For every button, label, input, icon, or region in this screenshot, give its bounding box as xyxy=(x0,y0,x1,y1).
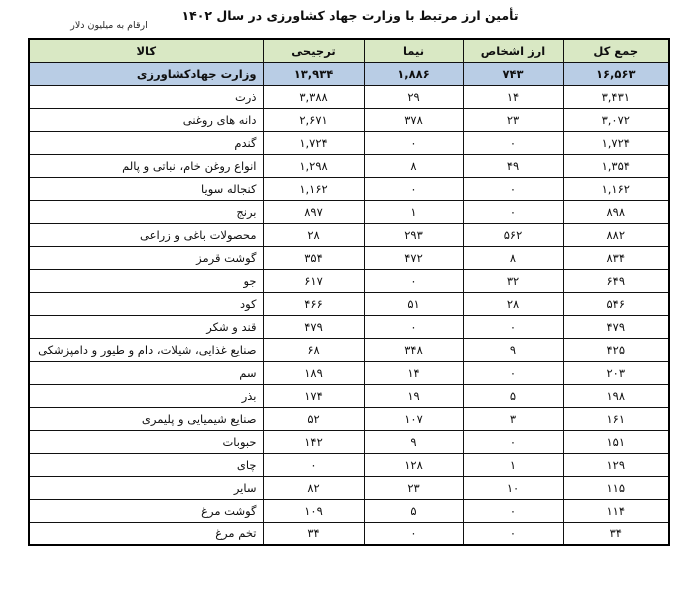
cell-preferential: ۸۹۷ xyxy=(263,200,364,223)
unit-note: ارقام به میلیون دلار xyxy=(70,20,148,31)
cell-preferential: ۳,۳۸۸ xyxy=(263,85,364,108)
cell-goods: گوشت مرغ xyxy=(29,499,263,522)
cell-nima: ۲۳ xyxy=(364,476,463,499)
cell-nima: ۱۴ xyxy=(364,361,463,384)
cell-nima: ۸ xyxy=(364,154,463,177)
cell-preferential: ۲,۶۷۱ xyxy=(263,108,364,131)
cell-personal-fx: ۱۰ xyxy=(463,476,563,499)
cell-sum: ۴۷۹ xyxy=(563,315,669,338)
cell-sum: ۱,۱۶۲ xyxy=(563,177,669,200)
cell-goods: جو xyxy=(29,269,263,292)
cell-nima: ۱ xyxy=(364,200,463,223)
cell-goods: دانه های روغنی xyxy=(29,108,263,131)
cell-personal-fx: ۴۹ xyxy=(463,154,563,177)
table-row xyxy=(29,522,669,545)
cell-personal-fx: ۰ xyxy=(463,315,563,338)
cell-preferential: ۴۶۶ xyxy=(263,292,364,315)
cell-sum: ۸۸۲ xyxy=(563,223,669,246)
cell-goods: انواع روغن خام، نباتی و پالم xyxy=(29,154,263,177)
table-header-row xyxy=(29,39,669,62)
cell-sum: ۱۶,۵۶۳ xyxy=(563,62,669,85)
cell-goods: ذرت xyxy=(29,85,263,108)
cell-preferential: ۱۸۹ xyxy=(263,361,364,384)
cell-personal-fx: ۲۸ xyxy=(463,292,563,315)
cell-sum: ۸۹۸ xyxy=(563,200,669,223)
cell-preferential: ۶۱۷ xyxy=(263,269,364,292)
cell-preferential: ۱۳,۹۳۴ xyxy=(263,62,364,85)
cell-preferential: ۳۵۴ xyxy=(263,246,364,269)
cell-goods: چای xyxy=(29,453,263,476)
cell-personal-fx: ۹ xyxy=(463,338,563,361)
table-row xyxy=(29,200,669,223)
cell-personal-fx: ۰ xyxy=(463,522,563,545)
table-body xyxy=(29,62,669,545)
cell-personal-fx: ۰ xyxy=(463,499,563,522)
cell-sum: ۳,۰۷۲ xyxy=(563,108,669,131)
cell-preferential: ۳۴ xyxy=(263,522,364,545)
currency-allocation-table-container xyxy=(30,38,670,546)
cell-preferential: ۰ xyxy=(263,453,364,476)
cell-personal-fx: ۱ xyxy=(463,453,563,476)
cell-preferential: ۱,۲۹۸ xyxy=(263,154,364,177)
cell-preferential: ۴۷۹ xyxy=(263,315,364,338)
cell-sum: ۱۶۱ xyxy=(563,407,669,430)
cell-sum: ۳,۴۳۱ xyxy=(563,85,669,108)
table-row xyxy=(29,131,669,154)
cell-sum: ۸۳۴ xyxy=(563,246,669,269)
column-header-personal-fx: ارز اشخاص xyxy=(463,39,563,62)
cell-sum: ۱۲۹ xyxy=(563,453,669,476)
cell-sum: ۱۱۵ xyxy=(563,476,669,499)
table-row xyxy=(29,476,669,499)
cell-preferential: ۶۸ xyxy=(263,338,364,361)
cell-personal-fx: ۱۴ xyxy=(463,85,563,108)
table-row xyxy=(29,85,669,108)
table-row xyxy=(29,177,669,200)
table-row xyxy=(29,499,669,522)
table-row xyxy=(29,292,669,315)
cell-nima: ۰ xyxy=(364,522,463,545)
cell-goods: کنجاله سویا xyxy=(29,177,263,200)
cell-personal-fx: ۳ xyxy=(463,407,563,430)
cell-nima: ۳۴۸ xyxy=(364,338,463,361)
cell-sum: ۶۴۹ xyxy=(563,269,669,292)
cell-personal-fx: ۰ xyxy=(463,200,563,223)
cell-nima: ۰ xyxy=(364,269,463,292)
currency-allocation-table xyxy=(28,38,670,546)
cell-personal-fx: ۰ xyxy=(463,430,563,453)
cell-nima: ۰ xyxy=(364,177,463,200)
table-row xyxy=(29,430,669,453)
column-header-nima: نیما xyxy=(364,39,463,62)
cell-preferential: ۵۲ xyxy=(263,407,364,430)
cell-sum: ۱۵۱ xyxy=(563,430,669,453)
table-row xyxy=(29,223,669,246)
cell-goods: سایر xyxy=(29,476,263,499)
cell-goods: کود xyxy=(29,292,263,315)
table-row xyxy=(29,453,669,476)
column-header-goods: کالا xyxy=(29,39,263,62)
cell-goods: محصولات باغی و زراعی xyxy=(29,223,263,246)
table-row xyxy=(29,246,669,269)
cell-nima: ۵۱ xyxy=(364,292,463,315)
cell-nima: ۳۷۸ xyxy=(364,108,463,131)
cell-goods: صنایع شیمیایی و پلیمری xyxy=(29,407,263,430)
cell-preferential: ۱,۷۲۴ xyxy=(263,131,364,154)
cell-personal-fx: ۷۴۳ xyxy=(463,62,563,85)
table-row xyxy=(29,108,669,131)
cell-personal-fx: ۵ xyxy=(463,384,563,407)
cell-goods: حبوبات xyxy=(29,430,263,453)
cell-preferential: ۱۰۹ xyxy=(263,499,364,522)
table-row xyxy=(29,62,669,85)
cell-sum: ۱۱۴ xyxy=(563,499,669,522)
table-row xyxy=(29,315,669,338)
table-row xyxy=(29,269,669,292)
cell-personal-fx: ۳۲ xyxy=(463,269,563,292)
cell-personal-fx: ۰ xyxy=(463,177,563,200)
cell-sum: ۴۲۵ xyxy=(563,338,669,361)
cell-preferential: ۱,۱۶۲ xyxy=(263,177,364,200)
cell-nima: ۱۹ xyxy=(364,384,463,407)
cell-personal-fx: ۰ xyxy=(463,361,563,384)
cell-nima: ۲۹۳ xyxy=(364,223,463,246)
document-header xyxy=(0,0,700,38)
cell-goods: وزارت جهادکشاورزی xyxy=(29,62,263,85)
cell-goods: صنایع غذایی، شیلات، دام و طیور و دامپزشکی xyxy=(29,338,263,361)
page-title: تأمین ارز مرتبط با وزارت جهاد کشاورزی در سال ۱۴۰۲ xyxy=(181,8,519,23)
cell-nima: ۰ xyxy=(364,131,463,154)
table-row xyxy=(29,361,669,384)
cell-goods: قند و شکر xyxy=(29,315,263,338)
cell-sum: ۵۴۶ xyxy=(563,292,669,315)
cell-goods: برنج xyxy=(29,200,263,223)
cell-nima: ۰ xyxy=(364,315,463,338)
cell-goods: سم xyxy=(29,361,263,384)
cell-preferential: ۱۴۲ xyxy=(263,430,364,453)
table-row xyxy=(29,154,669,177)
cell-sum: ۳۴ xyxy=(563,522,669,545)
cell-nima: ۵ xyxy=(364,499,463,522)
cell-personal-fx: ۲۳ xyxy=(463,108,563,131)
cell-nima: ۲۹ xyxy=(364,85,463,108)
column-header-preferential: ترجیحی xyxy=(263,39,364,62)
table-row xyxy=(29,338,669,361)
cell-personal-fx: ۰ xyxy=(463,131,563,154)
table-row xyxy=(29,384,669,407)
cell-nima: ۹ xyxy=(364,430,463,453)
table-header xyxy=(29,39,669,62)
cell-nima: ۱۰۷ xyxy=(364,407,463,430)
cell-personal-fx: ۸ xyxy=(463,246,563,269)
column-header-sum: جمع کل xyxy=(563,39,669,62)
cell-personal-fx: ۵۶۲ xyxy=(463,223,563,246)
cell-nima: ۱۲۸ xyxy=(364,453,463,476)
cell-sum: ۲۰۳ xyxy=(563,361,669,384)
cell-sum: ۱۹۸ xyxy=(563,384,669,407)
table-row xyxy=(29,407,669,430)
cell-goods: تخم مرغ xyxy=(29,522,263,545)
cell-sum: ۱,۷۲۴ xyxy=(563,131,669,154)
cell-nima: ۱,۸۸۶ xyxy=(364,62,463,85)
cell-sum: ۱,۳۵۴ xyxy=(563,154,669,177)
cell-preferential: ۲۸ xyxy=(263,223,364,246)
cell-goods: گوشت قرمز xyxy=(29,246,263,269)
cell-preferential: ۱۷۴ xyxy=(263,384,364,407)
cell-goods: گندم xyxy=(29,131,263,154)
cell-nima: ۴۷۲ xyxy=(364,246,463,269)
cell-goods: بذر xyxy=(29,384,263,407)
cell-preferential: ۸۲ xyxy=(263,476,364,499)
